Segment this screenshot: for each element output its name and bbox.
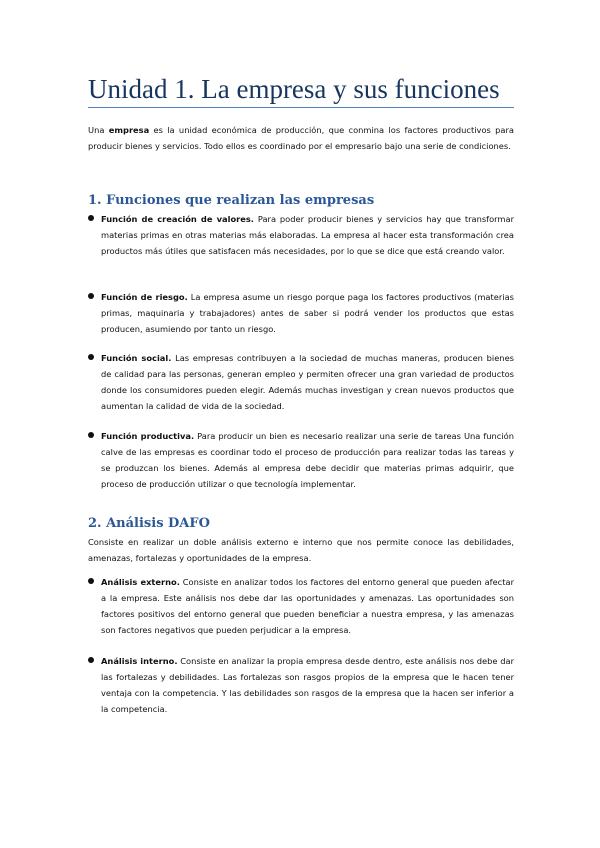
section-heading-funciones: 1. Funciones que realizan las empresas [88,193,375,208]
bullet-dot-icon [88,354,94,360]
list-item-funcion-valores [88,211,514,259]
list-item-term: Función de creación de valores. [101,214,254,224]
list-item-term: Función social. [101,353,172,363]
bullet-dot-icon [88,293,94,299]
intro-paragraph [88,122,514,154]
list-item-text: Las empresas contribuyen a la sociedad de muchas maneras, producen bienes de calidad para las personas, generan empleo y permiten ofrecer una gran variedad de productos donde los consumidores pueden elegir. Además muchas investigan y crean nuevos productos que aumentan la calidad de vida de la sociedad. [101,353,514,411]
list-item-term: Función productiva. [101,431,195,441]
intro-bold-term: empresa [108,125,150,135]
intro-pre: Una [88,125,109,135]
dafo-intro-paragraph: Consiste en realizar un doble análisis externo e interno que nos permite conoce las debilidades, amenazas, fortalezas y oportunidades de la empresa. [88,537,514,563]
list-item-term: Análisis externo. [101,577,180,587]
bullet-dot-icon [88,578,94,584]
section-heading-dafo: 2. Análisis DAFO [88,516,210,531]
list-item-term: Función de riesgo. [101,292,188,302]
page-title: Unidad 1. La empresa y sus funciones [88,74,500,104]
list-item-funcion-productiva [88,428,514,492]
title-underline [88,107,514,108]
list-item-text: Consiste en analizar la propia empresa desde dentro, este análisis nos debe dar las fortalezas y debilidades. Las fortalezas son rasgos propios de la empresa que le hacen tener ventaja con la competencia. Y las debilidades son rasgos de la empresa que la hacen ser inferior a la competencia. [101,656,515,714]
list-item-term: Análisis interno. [101,656,178,666]
list-item-text: Consiste en analizar todos los factores del entorno general que pueden afectar a la empresa. Este análisis nos debe dar las oportunidades y amenazas. Las oportunidades son factores positivos del entorno general que pueden beneficiar a nuestra empresa, y las amenazas son factores negativos que pueden perjudicar a la empresa. [101,577,514,635]
bullet-dot-icon [88,432,94,438]
list-item-analisis-interno [88,653,514,717]
list-item-text: La empresa asume un riesgo porque paga los factores productivos (materias primas, maquinaria y trabajadores) antes de saber si podrá vender los productos que estas producen, asumiendo por tanto un riesgo. [101,292,514,334]
bullet-dot-icon [88,657,94,663]
intro-post: es la unidad económica de producción, que conmina los factores productivos para producir bienes y servicios. Todo ellos es coordinado por el empresario bajo una serie de condiciones. [88,125,514,151]
list-item-text: Para producir un bien es necesario realizar una serie de tareas Una función calve de las empresas es coordinar todo el proceso de producción para realizar todas las tareas y se produzcan los bienes. Además al empresa debe decidir que materias primas adquirir, que proceso de producción utilizar o que tecnología implementar. [101,431,514,489]
list-item-text: Para poder producir bienes y servicios hay que transformar materias primas en otras materias más elaboradas. La empresa al hacer esta transformación crea productos más útiles que satisfacen más necesidades, por lo que se dice que está creando valor. [101,214,515,256]
list-item-analisis-externo [88,574,514,638]
list-item-funcion-riesgo [88,289,514,337]
list-item-funcion-social [88,350,514,414]
bullet-dot-icon [88,215,94,221]
